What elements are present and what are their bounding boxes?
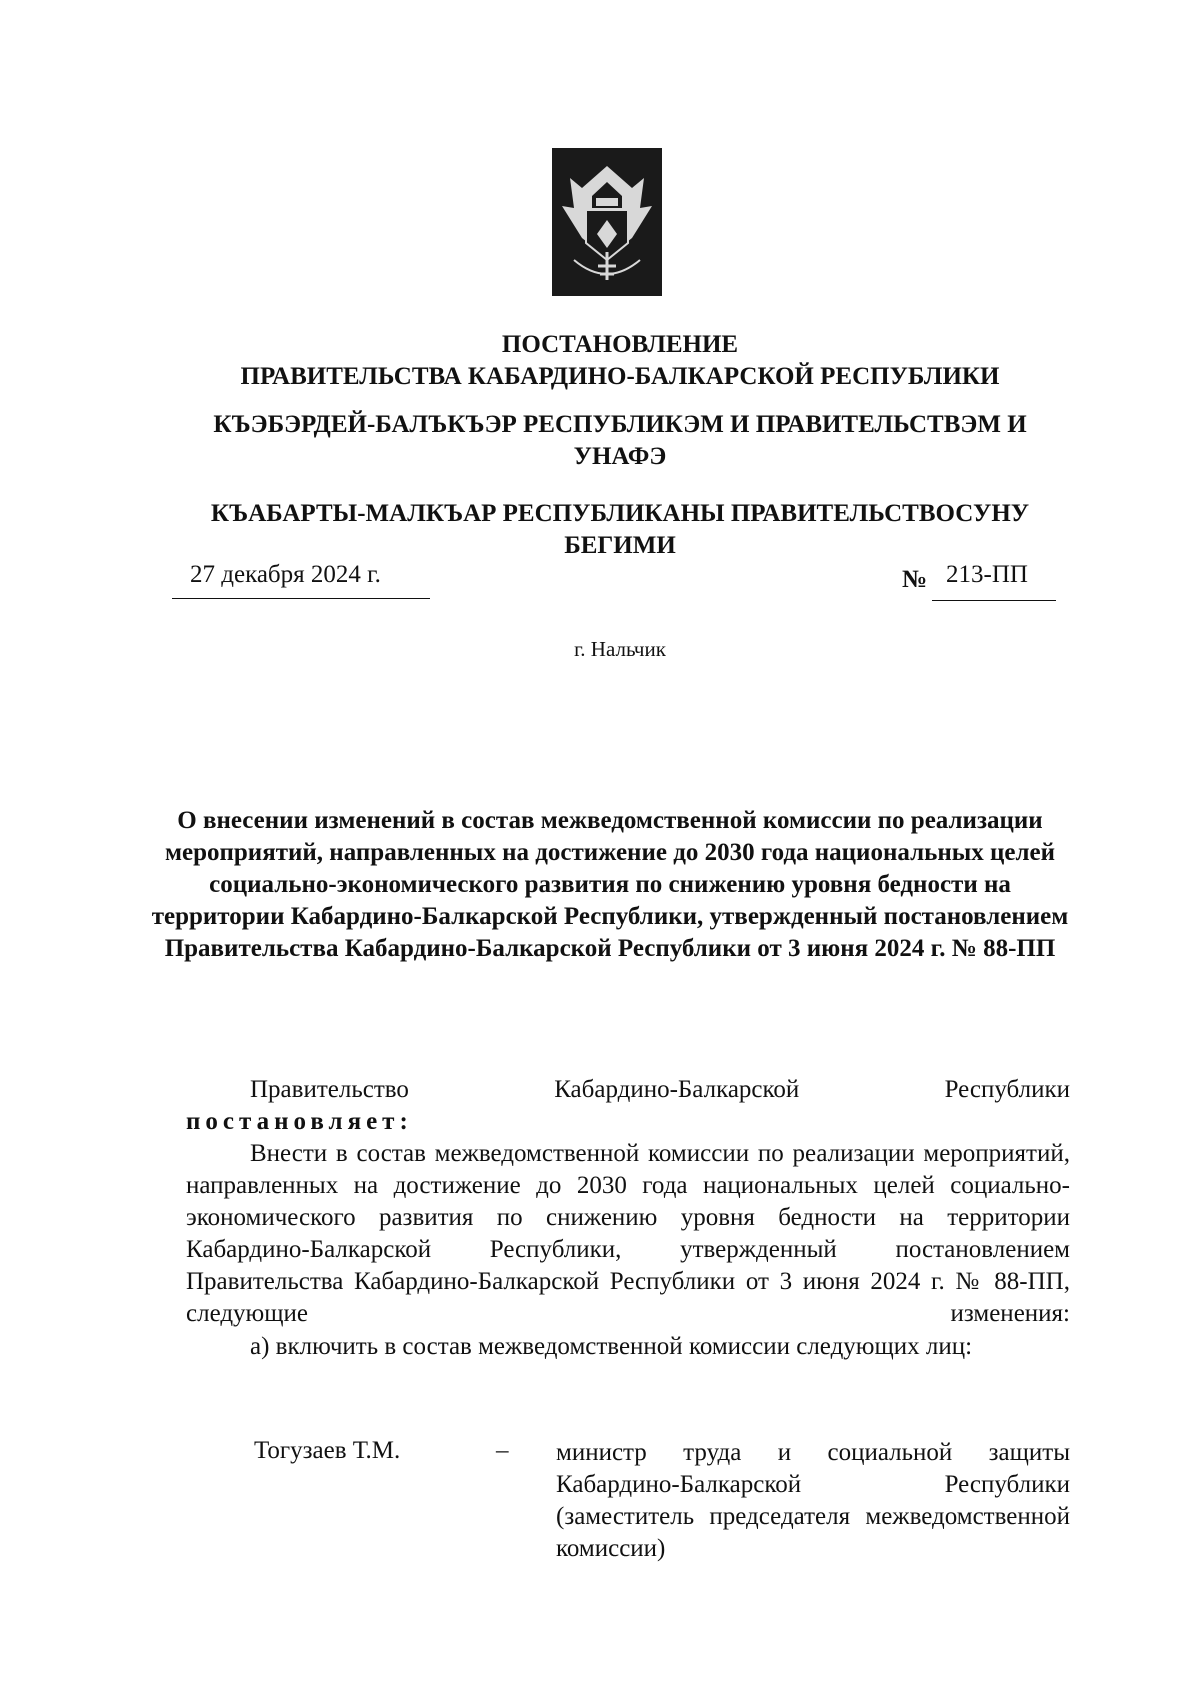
government-name: ПРАВИТЕЛЬСТВА КАБАРДИНО-БАЛКАРСКОЙ РЕСПУБЛИКИ [240,363,1000,390]
preamble-word-government: Правительство [250,1076,409,1103]
decree-heading: ПОСТАНОВЛЕНИЕ [501,331,739,358]
date-underline [172,598,430,599]
preamble-word-kbr: Кабардино-Балкарской [554,1076,800,1103]
number-underline [932,600,1056,601]
decree-date: 27 декабря 2024 г. [190,561,381,588]
decree-number: 213-ПП [946,561,1028,588]
number-label: № [902,566,928,593]
body-paragraph-1: Внести в состав межведомственной комиссии по реализации мероприятий, направленных на достижение до 2030 года национальных целей социально-экономического развития по снижению уровня бедности на территории Кабардино-Балкарской Республики, утвержденный постановлением Правительства Кабардино-Балкарской Республики от 3 июня 2024 г. № 88-ПП, следующие изменения: [186,1140,1070,1327]
header-title-block [170,329,1070,393]
kabardian-heading: КЪЭБЭРДЕЙ-БАЛЪКЪЭР РЕСПУБЛИКЭМ И ПРАВИТЕЛЬСТВЭМ И УНАФЭ [213,411,1027,470]
city-name: г. Нальчик [574,637,666,661]
document-title: О внесении изменений в состав межведомственной комиссии по реализации мероприятий, направленных на достижение до 2030 года национальных целей социально-экономического развития по снижению уровня бедности на территории Кабардино-Балкарской Республики, утвержденный постановлением Правительства Кабардино-Балкарской Республики от 3 июня 2024 г. № 88-ПП [151,807,1069,962]
member-dash: – [496,1437,509,1464]
member-role: министр труда и социальной защиты Кабардино-Балкарской Республики (заместитель председателя межведомственной комиссии) [556,1439,1070,1562]
decree-verb: постановляет: [186,1108,413,1135]
member-name: Тогузаев Т.М. [254,1437,401,1464]
preamble-line [186,1074,1070,1138]
preamble-word-republic: Республики [944,1076,1070,1103]
body-item-a: а) включить в состав межведомственной комиссии следующих лиц: [250,1333,973,1360]
balkar-heading: КЪАБАРТЫ-МАЛКЪАР РЕСПУБЛИКАНЫ ПРАВИТЕЛЬСТВОСУНУ БЕГИМИ [210,500,1030,559]
coat-of-arms-emblem [552,148,662,296]
